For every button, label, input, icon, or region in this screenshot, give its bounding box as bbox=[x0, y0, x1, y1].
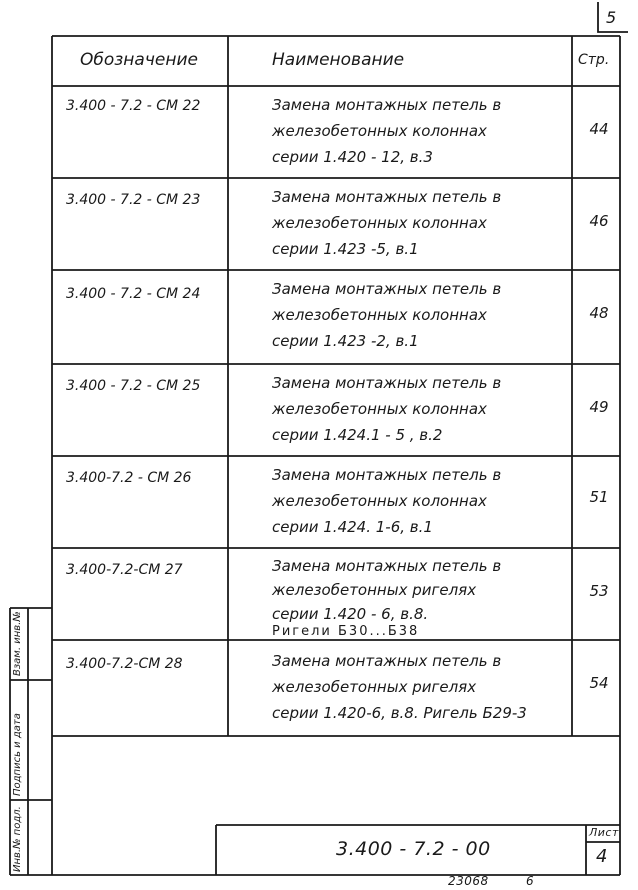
side-label-signature-date: Подпись и дата bbox=[12, 713, 23, 796]
header-designation: Обозначение bbox=[80, 50, 198, 70]
page-number: 5 bbox=[606, 8, 617, 27]
row-page: 44 bbox=[589, 120, 609, 138]
row-name: Замена монтажных петель в железобетонных колоннах серии 1.423 -5, в.1 bbox=[272, 188, 502, 258]
header-name: Наименование bbox=[272, 50, 405, 70]
row-name: Замена монтажных петель в железобетонных колоннах серии 1.423 -2, в.1 bbox=[272, 280, 502, 350]
header-page: Стр. bbox=[578, 52, 610, 68]
row-code: 3.400-7.2-СМ 27 bbox=[66, 562, 183, 578]
row-code: 3.400-7.2-СМ 28 bbox=[66, 656, 183, 672]
row-note: Ригели Б30...Б38 bbox=[272, 624, 420, 639]
row-page: 46 bbox=[589, 212, 609, 230]
row-code: 3.400 - 7.2 - СМ 24 bbox=[66, 286, 201, 302]
row-page: 48 bbox=[589, 304, 609, 322]
row-name: Замена монтажных петель в железобетонных колоннах серии 1.420 - 12, в.3 bbox=[272, 96, 502, 166]
row-page: 51 bbox=[589, 488, 609, 506]
row-code: 3.400 - 7.2 - СМ 25 bbox=[66, 378, 201, 394]
row-code: 3.400-7.2 - СМ 26 bbox=[66, 470, 192, 486]
row-page: 49 bbox=[589, 398, 609, 416]
side-label-inv-podl: Инв.№ подл. bbox=[12, 806, 23, 872]
row-code: 3.400 - 7.2 - СМ 22 bbox=[66, 98, 201, 114]
row-page: 53 bbox=[589, 582, 609, 600]
footer-page: 6 bbox=[526, 874, 535, 888]
stamp-code: 3.400 - 7.2 - 00 bbox=[336, 838, 491, 860]
side-label-vzam-inv: Взам. инв.№ bbox=[12, 611, 23, 676]
stamp-sheet-label: Лист bbox=[589, 826, 619, 839]
row-name: Замена монтажных петель в железобетонных колоннах серии 1.424. 1-6, в.1 bbox=[272, 466, 502, 536]
footer-number: 23068 bbox=[448, 874, 489, 888]
row-name: Замена монтажных петель в железобетонных ригелях серии 1.420-6, в.8. Ригель Б29-3 bbox=[272, 652, 527, 722]
row-name: Замена монтажных петель в железобетонных колоннах серии 1.424.1 - 5 , в.2 bbox=[272, 374, 502, 444]
row-page: 54 bbox=[589, 674, 609, 692]
row-name: Замена монтажных петель в железобетонных ригелях серии 1.420 - 6, в.8. bbox=[272, 557, 502, 623]
stamp-sheet-number: 4 bbox=[596, 846, 608, 867]
row-code: 3.400 - 7.2 - СМ 23 bbox=[66, 192, 201, 208]
